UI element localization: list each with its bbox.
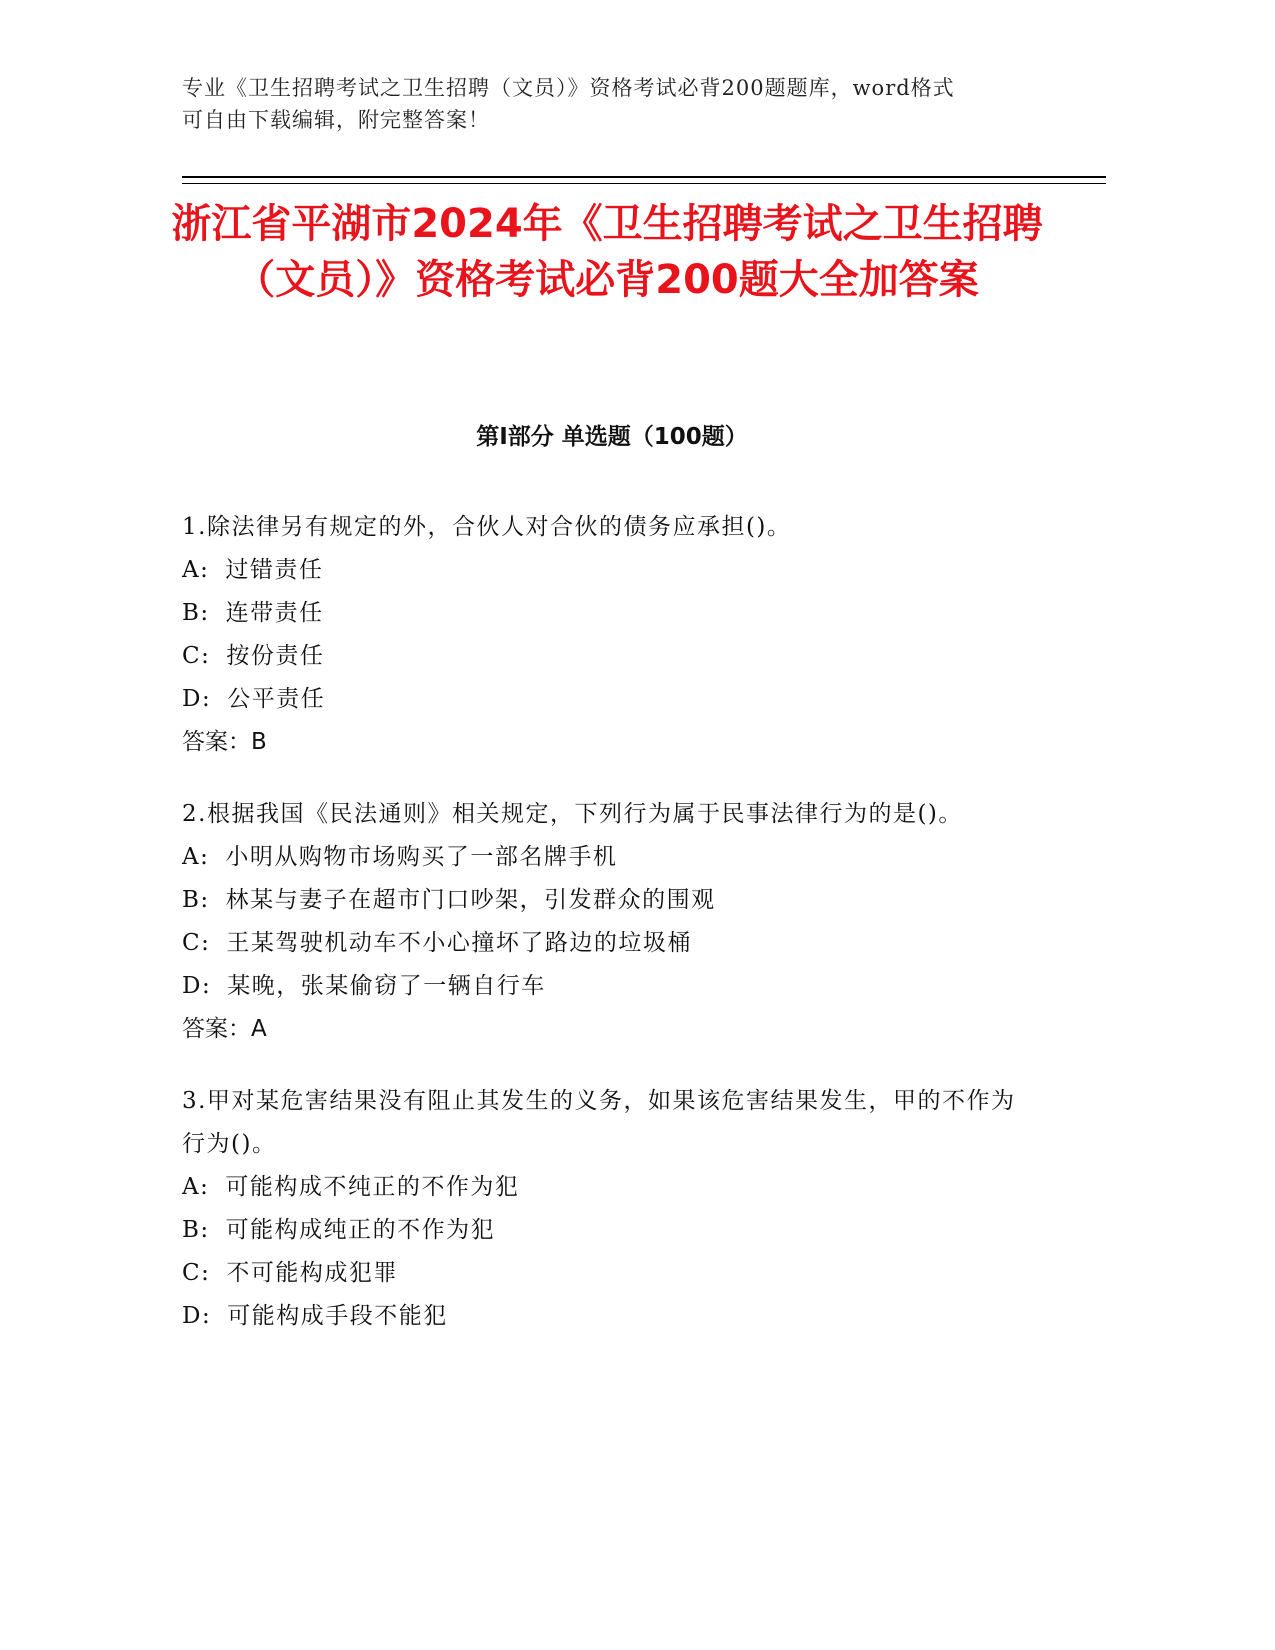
question-1 [182, 506, 1022, 764]
option-text: 林某与妻子在超市门口吵架，引发群众的围观 [225, 887, 716, 913]
option-d [182, 1295, 1022, 1338]
question-3 [182, 1080, 1022, 1338]
header-divider-thin [182, 183, 1106, 184]
option-text: 王某驾驶机动车不小心撞坏了路边的垃圾桶 [226, 930, 692, 956]
option-letter: D: [182, 1303, 212, 1329]
option-a [182, 836, 1022, 879]
option-letter: C: [182, 643, 211, 669]
option-text: 某晚，张某偷窃了一辆自行车 [227, 973, 546, 999]
option-text: 不可能构成犯罪 [226, 1260, 398, 1286]
header-divider-thick [182, 176, 1106, 178]
option-a [182, 549, 1022, 592]
answer-line: 答案：B [182, 729, 267, 755]
option-text: 公平责任 [227, 686, 326, 712]
intro-line-2: 可自由下载编辑，附完整答案！ [182, 108, 490, 132]
option-text: 可能构成不纯正的不作为犯 [225, 1174, 520, 1200]
option-letter: A: [182, 557, 210, 583]
option-letter: A: [182, 1174, 210, 1200]
option-letter: B: [182, 1217, 210, 1243]
part-heading: 第Ⅰ部分 单选题（100题） [476, 424, 748, 450]
question-text: 2.根据我国《民法通则》相关规定，下列行为属于民事法律行为的是()。 [182, 801, 963, 827]
intro-paragraph [182, 72, 1042, 136]
question-text: 1.除法律另有规定的外，合伙人对合伙的债务应承担()。 [182, 514, 792, 540]
option-c [182, 922, 1022, 965]
option-b [182, 1209, 1022, 1252]
option-text: 过错责任 [225, 557, 324, 583]
option-text: 小明从购物市场购买了一部名牌手机 [225, 844, 618, 870]
option-letter: C: [182, 930, 211, 956]
option-letter: B: [182, 887, 210, 913]
option-letter: A: [182, 844, 210, 870]
question-text: 3.甲对某危害结果没有阻止其发生的义务，如果该危害结果发生，甲的不作为行为()。 [182, 1088, 1016, 1157]
option-d [182, 965, 1022, 1008]
option-letter: D: [182, 973, 212, 999]
option-c [182, 635, 1022, 678]
option-text: 连带责任 [225, 600, 324, 626]
question-2 [182, 793, 1022, 1051]
option-text: 可能构成手段不能犯 [227, 1303, 448, 1329]
option-b [182, 592, 1022, 635]
option-text: 可能构成纯正的不作为犯 [225, 1217, 496, 1243]
document-title: 浙江省平湖市2024年《卫生招聘考试之卫生招聘（文员）》资格考试必背200题大全加答案 [171, 201, 1043, 303]
option-c [182, 1252, 1022, 1295]
option-a [182, 1166, 1022, 1209]
option-d [182, 678, 1022, 721]
option-letter: D: [182, 686, 212, 712]
option-text: 按份责任 [226, 643, 325, 669]
intro-line-1: 专业《卫生招聘考试之卫生招聘（文员）》资格考试必背200题题库，word格式 [182, 76, 955, 100]
option-letter: B: [182, 600, 210, 626]
answer-line: 答案：A [182, 1016, 267, 1042]
option-letter: C: [182, 1260, 211, 1286]
option-b [182, 879, 1022, 922]
question-list [182, 506, 1022, 1367]
